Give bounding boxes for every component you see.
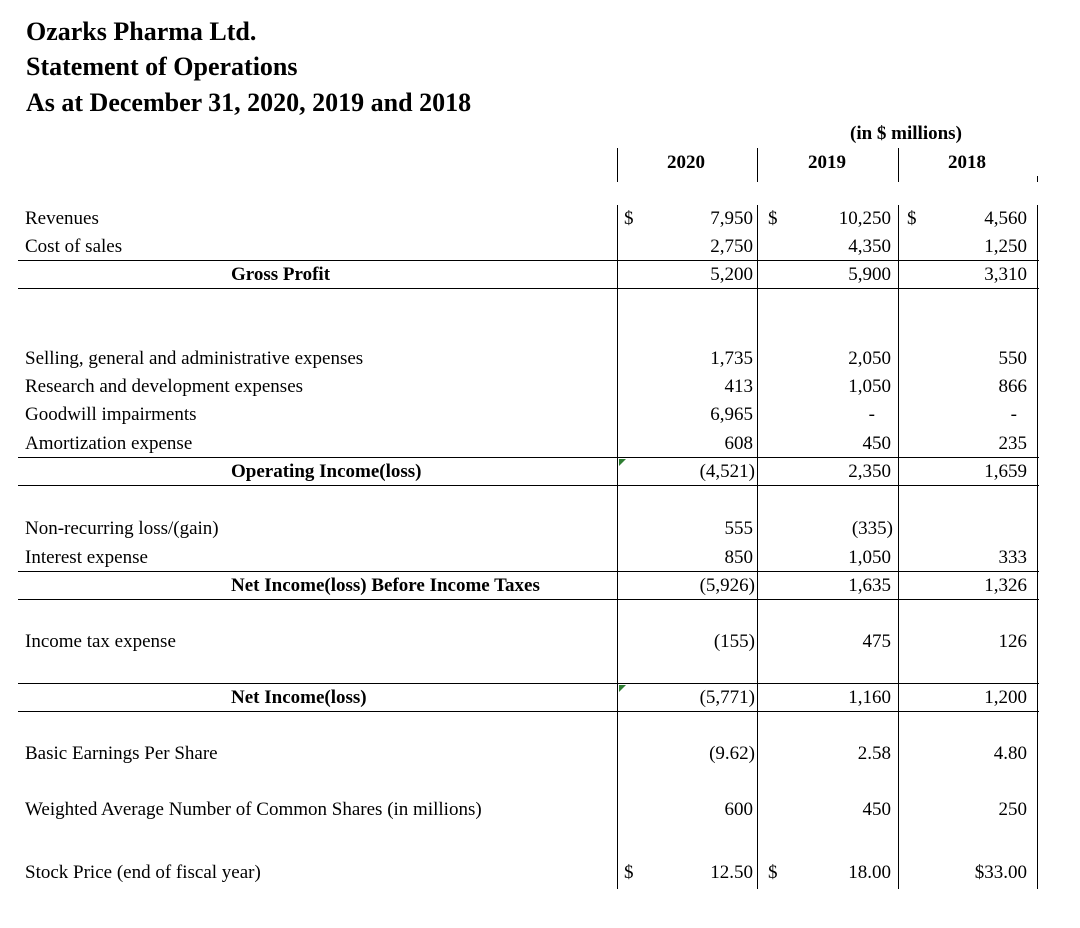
value-operating-income-2020: (4,521) (699, 461, 755, 482)
row-rule (18, 571, 1039, 572)
value-stock-price-2018: $33.00 (974, 862, 1027, 883)
value-rnd-2018: 866 (998, 376, 1027, 397)
value-income-tax-2020: (155) (713, 631, 755, 652)
row-rule (18, 457, 1039, 458)
row-label-rnd: Research and development expenses (25, 376, 304, 397)
value-eps-2019: 2.58 (857, 743, 891, 764)
cell-note-marker (619, 459, 626, 466)
value-sga-2018: 550 (998, 348, 1027, 369)
currency-symbol: $ (624, 862, 634, 883)
value-cost-of-sales-2019: 4,350 (848, 236, 891, 257)
value-rnd-2020: 413 (724, 376, 753, 397)
value-revenues-2019: 10,250 (838, 208, 891, 229)
year-header-2019: 2019 (808, 152, 846, 173)
value-pretax-income-2018: 1,326 (984, 575, 1027, 596)
row-label-non-recurring: Non-recurring loss/(gain) (25, 518, 219, 539)
value-operating-income-2019: 2,350 (848, 461, 891, 482)
currency-symbol: $ (768, 208, 778, 229)
value-sga-2020: 1,735 (710, 348, 753, 369)
row-rule (18, 683, 1039, 684)
value-gross-profit-2018: 3,310 (984, 264, 1027, 285)
column-divider (757, 205, 758, 889)
value-gross-profit-2019: 5,900 (848, 264, 891, 285)
value-amortization-2019: 450 (862, 433, 891, 454)
value-goodwill-2019: - (868, 404, 875, 425)
row-label-interest: Interest expense (25, 547, 148, 568)
row-rule (18, 599, 1039, 600)
currency-symbol: $ (624, 208, 634, 229)
value-cost-of-sales-2020: 2,750 (710, 236, 753, 257)
year-header-2018: 2018 (948, 152, 986, 173)
value-income-tax-2019: 475 (862, 631, 891, 652)
row-label-operating-income: Operating Income(loss) (231, 461, 422, 482)
row-rule (18, 485, 1039, 486)
statement-period: As at December 31, 2020, 2019 and 2018 (26, 88, 472, 117)
value-shares-2019: 450 (862, 799, 891, 820)
row-rule (18, 260, 1039, 261)
row-label-goodwill: Goodwill impairments (25, 404, 197, 425)
value-interest-2018: 333 (998, 547, 1027, 568)
column-divider (757, 148, 758, 182)
column-divider (617, 205, 618, 889)
value-net-income-2019: 1,160 (848, 687, 891, 708)
column-divider (1037, 176, 1038, 182)
company-name: Ozarks Pharma Ltd. (26, 17, 257, 46)
value-non-recurring-2020: 555 (724, 518, 753, 539)
currency-symbol: $ (768, 862, 778, 883)
value-net-income-2018: 1,200 (984, 687, 1027, 708)
row-label-gross-profit: Gross Profit (231, 264, 331, 285)
value-pretax-income-2019: 1,635 (848, 575, 891, 596)
row-rule (18, 288, 1039, 289)
value-interest-2020: 850 (724, 547, 753, 568)
value-revenues-2020: 7,950 (710, 208, 753, 229)
row-label-stock-price: Stock Price (end of fiscal year) (25, 862, 261, 883)
value-gross-profit-2020: 5,200 (710, 264, 753, 285)
value-stock-price-2019: 18.00 (848, 862, 891, 883)
column-divider (898, 205, 899, 889)
value-amortization-2020: 608 (724, 433, 753, 454)
row-label-amortization: Amortization expense (25, 433, 193, 454)
cell-note-marker (619, 685, 626, 692)
row-label-eps: Basic Earnings Per Share (25, 743, 218, 764)
row-label-shares: Weighted Average Number of Common Shares (in millions) (25, 799, 482, 820)
value-revenues-2018: 4,560 (984, 208, 1027, 229)
value-stock-price-2020: 12.50 (710, 862, 753, 883)
currency-symbol: $ (907, 208, 917, 229)
statement-title: Statement of Operations (26, 52, 298, 81)
value-non-recurring-2019: (335) (851, 518, 893, 539)
value-goodwill-2020: 6,965 (710, 404, 753, 425)
row-label-income-tax: Income tax expense (25, 631, 176, 652)
value-goodwill-2018: - (1010, 404, 1017, 425)
value-pretax-income-2020: (5,926) (699, 575, 755, 596)
value-rnd-2019: 1,050 (848, 376, 891, 397)
value-eps-2018: 4.80 (993, 743, 1027, 764)
row-label-cost-of-sales: Cost of sales (25, 236, 123, 257)
value-amortization-2018: 235 (998, 433, 1027, 454)
value-interest-2019: 1,050 (848, 547, 891, 568)
value-net-income-2020: (5,771) (699, 687, 755, 708)
year-header-2020: 2020 (667, 152, 705, 173)
value-sga-2019: 2,050 (848, 348, 891, 369)
value-cost-of-sales-2018: 1,250 (984, 236, 1027, 257)
units-note: (in $ millions) (850, 123, 962, 144)
row-label-pretax-income: Net Income(loss) Before Income Taxes (231, 575, 540, 596)
value-operating-income-2018: 1,659 (984, 461, 1027, 482)
column-divider (617, 148, 618, 182)
row-label-revenues: Revenues (25, 208, 99, 229)
row-rule (18, 711, 1039, 712)
value-shares-2018: 250 (998, 799, 1027, 820)
value-eps-2020: (9.62) (709, 743, 755, 764)
row-label-net-income: Net Income(loss) (231, 687, 367, 708)
value-shares-2020: 600 (724, 799, 753, 820)
value-income-tax-2018: 126 (998, 631, 1027, 652)
row-label-sga: Selling, general and administrative expenses (25, 348, 364, 369)
column-divider (898, 148, 899, 182)
column-divider (1037, 205, 1038, 889)
